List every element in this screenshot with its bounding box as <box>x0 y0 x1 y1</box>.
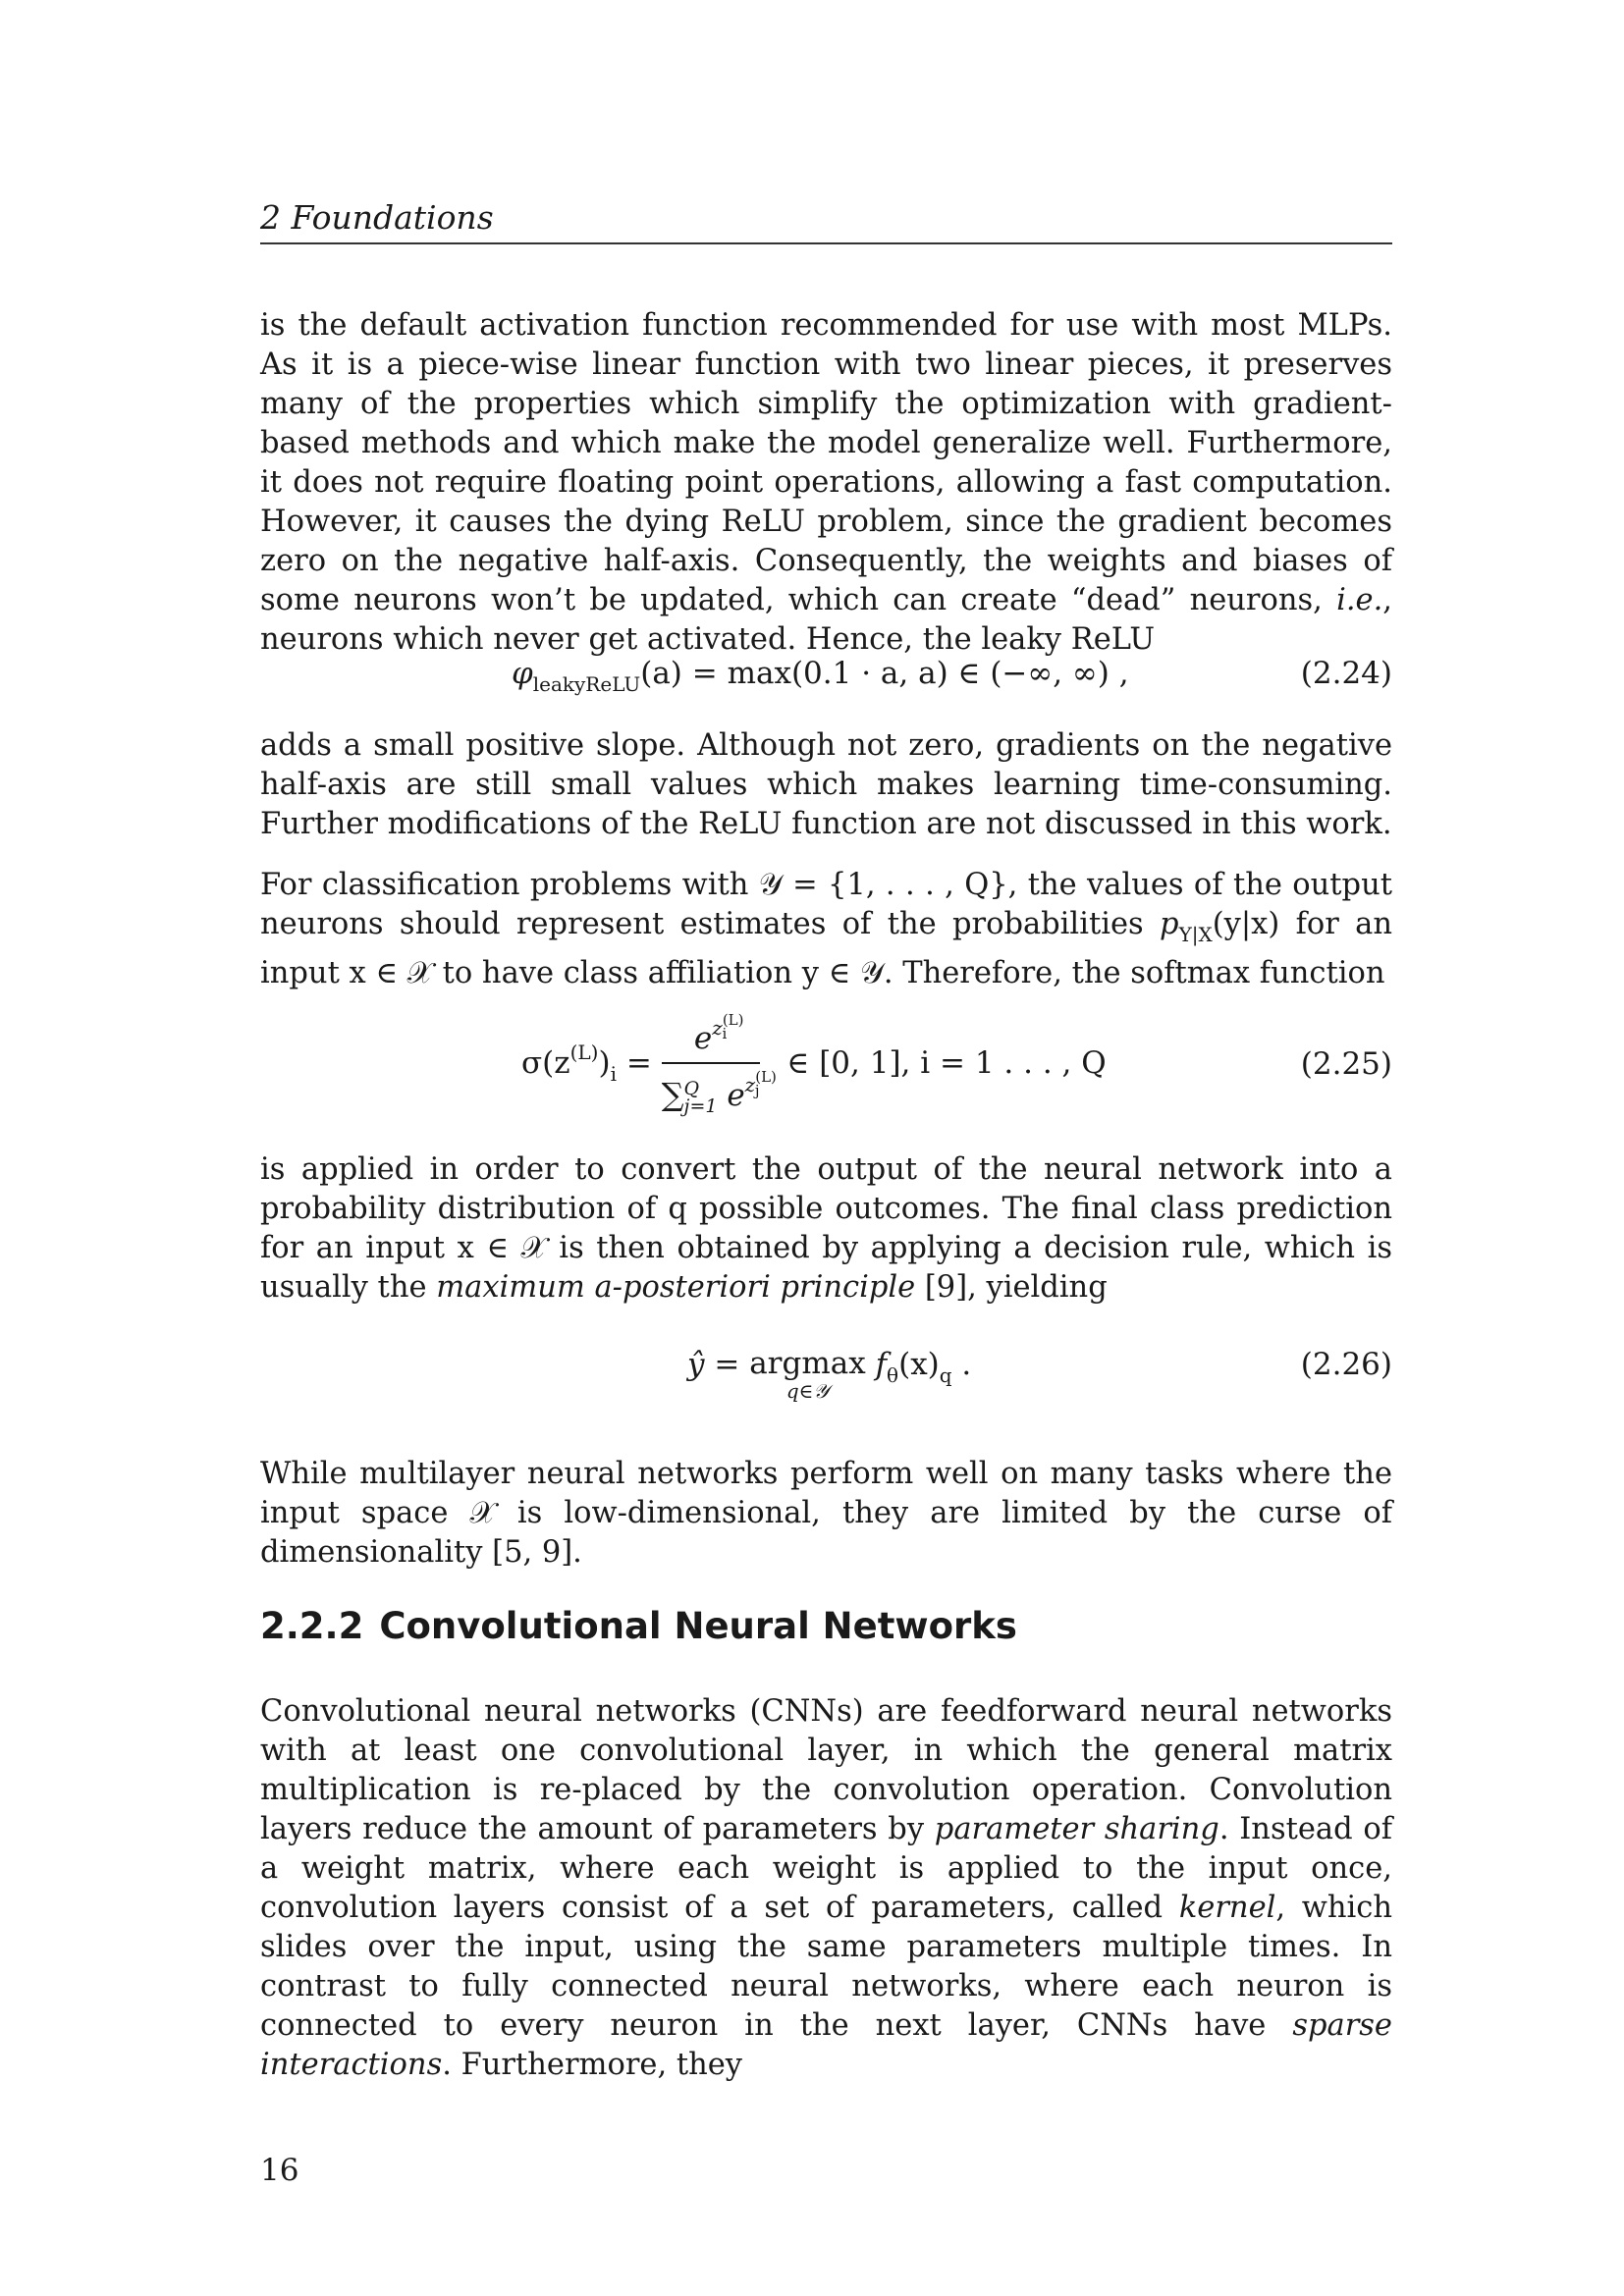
leaky-relu-subscript: leakyReLU <box>532 672 641 696</box>
softmax-text-a: is applied in order to convert the output of the neural network into a probability distribution of q possible outcomes. The final class prediction for an input x ∈ 𝒳 is then obtained by applying a decision rule, which is usually the <box>260 1152 1392 1305</box>
prob-subscript: Y|X <box>1178 923 1213 946</box>
f-argument: (x) <box>898 1347 940 1382</box>
index-subscript: i <box>610 1061 617 1086</box>
den-exp-layer: (L) <box>755 1068 777 1086</box>
theta-subscript: θ <box>887 1363 899 1387</box>
parameter-sharing: parameter sharing <box>934 1812 1219 1846</box>
argmax-subscript: q∈𝒴 <box>785 1379 830 1403</box>
softmax-numerator <box>662 1011 760 1064</box>
sum-upper: Q <box>683 1077 700 1099</box>
running-header: 2 Foundations <box>260 198 494 237</box>
period: . <box>951 1347 972 1382</box>
sum-symbol: ∑ <box>661 1076 684 1113</box>
y-hat: ŷ = <box>687 1347 750 1382</box>
equation-2-25 <box>260 1011 1392 1129</box>
sparse-interactions: sparse interactions <box>260 2008 1392 2082</box>
equation-2-24-rhs: (a) = max(0.1 · a, a) ∈ (−∞, ∞) , <box>640 656 1129 691</box>
equation-number-2-24: (2.24) <box>1300 656 1392 691</box>
paragraph-relu-end: , neurons which never get activated. Hence, the leaky ReLU <box>260 583 1392 657</box>
exp-layer: (L) <box>722 1011 744 1029</box>
softmax-range: ∈ [0, 1], i = 1 . . . , Q <box>786 1044 1107 1081</box>
den-exp-z: z <box>744 1073 756 1096</box>
section-title: Convolutional Neural Networks <box>379 1605 1017 1647</box>
softmax-lhs <box>521 1041 652 1086</box>
equation-number-2-26: (2.26) <box>1300 1347 1392 1382</box>
equation-2-26-body <box>687 1347 971 1402</box>
f-symbol: f <box>865 1347 888 1382</box>
sum-limits <box>683 1077 718 1117</box>
phi-symbol: φ <box>512 656 533 691</box>
den-e: e <box>727 1078 745 1113</box>
layer-superscript: (L) <box>569 1040 599 1064</box>
section-number: 2.2.2 <box>260 1605 364 1647</box>
paragraph-curse: While multilayer neural networks perform well on many tasks where the input space 𝒳 is low-dimensional, they are limited by the curse of dimensionality [5, 9]. <box>260 1457 1392 1570</box>
cnn-text-d: . Furthermore, they <box>442 2048 743 2082</box>
sigma-z: σ(z <box>521 1044 570 1081</box>
softmax-fraction <box>661 1011 777 1117</box>
header-rule <box>260 242 1392 244</box>
exp-superscript <box>712 1011 744 1042</box>
softmax-denominator <box>661 1064 777 1117</box>
paragraph-leaky-relu: adds a small positive slope. Although not zero, gradients on the negative half-axis are still small values which makes learning time-consuming. Further modifications of the ReLU function are not discussed in this work. <box>260 728 1392 841</box>
equation-number-2-25: (2.25) <box>1300 1046 1392 1082</box>
argmax-word: argmax <box>749 1346 866 1381</box>
classification-text-a: For classification problems with 𝒴 = {1, . . . , Q}, the values of the output neurons should represent estimates of the probabilities <box>260 868 1392 941</box>
paragraph-softmax <box>260 1150 1392 1308</box>
paragraph-cnn <box>260 1692 1392 2085</box>
equals-sign: = <box>617 1044 652 1081</box>
den-exp <box>744 1068 777 1099</box>
den-exp-index: j <box>754 1082 760 1099</box>
sum-lower: j=1 <box>683 1095 718 1117</box>
exp-e: e <box>693 1021 713 1056</box>
classification-text-b: (y|x) for an input x ∈ 𝒳 to have class affiliation y ∈ 𝒴. Therefore, the softmax function <box>260 907 1393 990</box>
paren-close: ) <box>598 1044 611 1081</box>
prob-symbol: p <box>1160 907 1179 941</box>
map-principle: maximum a-posteriori principle <box>436 1270 916 1305</box>
paragraph-relu-text: is the default activation function recommended for use with most MLPs. As it is a piece-wise linear function with two linear pieces, it preserves many of the properties which simplify the optimization with gradient-based methods and which make the model generalize well. Furthermore, it does not require floating point operations, allowing a fast computation. However, it causes the dying ReLU problem, since the gradient becomes zero on the negative half-axis. Consequently, the weights and biases of some neurons won’t be updated, which can create “dead” neurons, <box>260 308 1392 617</box>
equation-2-24 <box>260 656 1392 699</box>
kernel-term: kernel <box>1178 1891 1276 1925</box>
paragraph-classification <box>260 866 1392 993</box>
cnn-text-a: Convolutional neural networks (CNNs) are feedforward neural networks with at least one convolutional layer, in which the general matrix multiplication is re-placed by the convolution operation. Convolution layers reduce the amount of parameters by <box>260 1694 1392 1846</box>
q-subscript: q <box>939 1363 952 1387</box>
equation-2-24-body <box>512 656 1129 696</box>
argmax-operator <box>749 1347 866 1402</box>
paragraph-relu <box>260 306 1392 660</box>
equation-2-25-body <box>521 1011 1107 1115</box>
equation-2-26 <box>260 1347 1392 1415</box>
softmax-text-b: [9], yielding <box>915 1270 1108 1305</box>
cnn-text-b: . Instead of a weight matrix, where each weight is applied to the input once, convolution layers consist of a set of parameters, called <box>260 1812 1392 1925</box>
exp-index: i <box>722 1025 728 1042</box>
exp-z: z <box>712 1016 723 1040</box>
page-number: 16 <box>260 2153 299 2188</box>
ie-abbrev: i.e. <box>1336 583 1383 617</box>
cnn-text-c: , which slides over the input, using the same parameters multiple times. In contrast to fully connected neural networks, where each neuron is connected to every neuron in the next layer, CNNs have <box>260 1891 1393 2043</box>
section-heading <box>260 1604 1017 1649</box>
